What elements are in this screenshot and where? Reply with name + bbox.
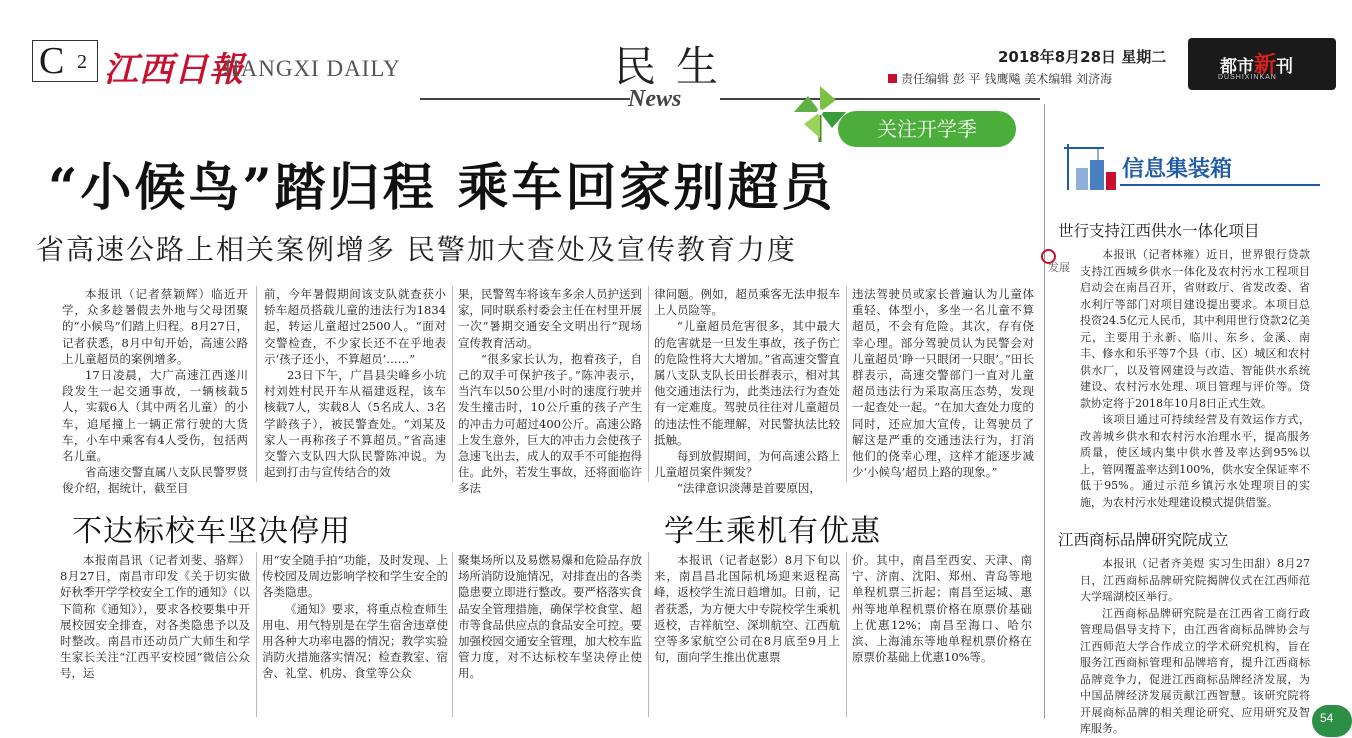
story-headline-school-bus: 不达标校车坚决停用 [72, 514, 351, 549]
sidebar-item1-body [1080, 247, 1310, 509]
lead-subhead: 省高速公路上相关案例增多 民警加大查处及宣传教育力度 [36, 233, 797, 266]
newspaper-logo: 江西日報 [104, 50, 244, 90]
paragraph: 价。其中，南昌至西安、天津、南宁、济南、沈阳、郑州、青岛等地单程机票三折起；南昌至运城、惠州等地单程机票价格在原票价基础上优惠12%；南昌至海口、哈尔滨、上海浦东等地单程机票价格在原票价基础上优惠10%等。 [852, 553, 1032, 665]
badge-text-1: 都市 [1220, 57, 1254, 77]
lead-column-1 [62, 286, 248, 496]
sidebar-item2-title: 江西商标品牌研究院成立 [1058, 531, 1229, 549]
paragraph: 17日凌晨，大广高速江西遂川段发生一起交通事故，一辆核载5人，实载6人（其中两名儿童）的小车，追尾撞上一辆正常行驶的大货车，小车中乘客有4人受伤，包括两名儿童。 [62, 368, 248, 464]
paragraph: 用“安全随手拍”功能，及时发现、上传校园及周边影响学校和学生安全的各类隐患。 [262, 553, 448, 600]
margin-note: 发展 [1048, 261, 1070, 274]
topic-kicker: 关注开学季 [838, 111, 1016, 147]
lead-headline: “小候鸟”踏归程 乘车回家别超员 [48, 158, 836, 218]
column-rule [648, 552, 649, 717]
lead-column-2 [264, 286, 446, 482]
paragraph: “法律意识淡薄是首要原因， [677, 481, 821, 496]
column-rule [452, 552, 453, 717]
paragraph: 律问题。例如，超员乘客无法申报车上人员险等。 [654, 287, 840, 318]
paragraph: 聚集场所以及易燃易爆和危险品存放场所消防设施情况，对排查出的各类隐患要立即进行整改。要严格落实食品安全管理措施，确保学校食堂、超市等食品供应点的食品安全可控。要加强校园交通安全管理，加大校车监管力度，对不达标校车坚决停止使用。 [458, 553, 642, 681]
section-title: 民生 [614, 42, 739, 91]
header-rule-left [420, 98, 630, 100]
section-subtitle: News [628, 86, 682, 112]
paragraph: 前，今年暑假期间该支队就查获小轿车超员搭载儿童的违法行为1834起，转运儿童超过2500人。“面对交警检查，不少家长还不在乎地表示‘孩子还小，不算超员’……” [264, 287, 446, 366]
column-rule [846, 552, 847, 717]
header-rule-right [720, 98, 1040, 100]
column-rule [648, 286, 649, 482]
paragraph: 该项目通过可持续经营及有效运作方式，改善城乡供水和农村污水治理水平，提高服务质量，使区域内集中供水普及率达到95%以上，管网覆盖率达到100%，供水安全保证率不低于95%。通过示范乡镇污水处理项目的实施，为农村污水处理建设模式提供借鉴。 [1080, 413, 1310, 509]
story2-column-1 [60, 552, 250, 717]
paragraph: 本报讯（记者蔡颖辉）临近开学，众多趁暑假去外地与父母团聚的“小候鸟”们踏上归程。8月27日，记者获悉，8月中旬开始，高速公路上儿童超员的案例增多。 [62, 287, 248, 366]
paragraph: 《通知》要求，将重点检查师生用电、用气特别是在学生宿舍违章使用各种大功率电器的情况；教学实验消防火措施落实情况；检查教室、宿舍、礼堂、机房、食堂等公众 [262, 601, 448, 681]
paragraph: 果，民警驾车将该车多余人员护送到家，同时联系村委会主任在村里开展一次“暑期交通安全文明出行”现场宣传教育活动。 [458, 287, 642, 350]
page-number: 2 [77, 51, 87, 73]
crane-icon [1060, 140, 1120, 196]
issue-date: 2018年8月28日 星期二 [998, 48, 1167, 66]
badge-subtitle: DUSHIXINKAN [1218, 74, 1277, 81]
story2-column-3 [458, 552, 642, 717]
newspaper-logo-en: JIANGXI DAILY [222, 56, 401, 81]
paragraph: 本报南昌讯（记者刘斐、骆辉）8月27日，南昌市印发《关于切实做好秋季开学学校安全工作的通知》（以下简称《通知》），要求各校要集中开展校园安全排查，对各类隐患予以及时整改。南昌市还动员广大师生和学生家长关注“江西平安校园”微信公众号，运 [60, 553, 250, 681]
page-letter: C [39, 40, 65, 82]
sidebar-item1-title: 世行支持江西供水一体化项目 [1058, 222, 1260, 240]
sidebar-banner-title: 信息集装箱 [1122, 157, 1233, 182]
page-number-box [32, 40, 98, 82]
supplement-badge [1188, 38, 1336, 90]
sidebar-divider [1044, 104, 1045, 719]
column-rule [452, 286, 453, 482]
paragraph: 省高速交警直属八支队民警罗贤俊介绍，据统计，截至目 [62, 465, 248, 496]
sidebar-banner-rule [1120, 184, 1320, 186]
paragraph: 23日下午，广昌县尖峰乡小坑村刘姓村民开车从福建返程，该车核载7人，实载8人（5名成人、3名学龄孩子），被民警查处。“刘某及家人一再称孩子不算超员。”省高速交警六支队四大队民警陈冲说。为起到打击与宣传结合的效 [264, 368, 446, 480]
lead-column-4 [654, 286, 840, 496]
sidebar-item2-body [1080, 556, 1310, 735]
story3-column-2 [852, 552, 1032, 717]
paragraph: 本报讯（记者林雍）近日，世界银行贷款支持江西城乡供水一体化及农村污水工程项目启动会在南昌召开，省财政厅、省发改委、省水利厅等部门对项目建设提出要求。本项目总投资24.5亿元人民币，其中利用世行贷款2亿美元，主要用于永新、临川、东乡、金溪、南丰、修水和乐平等7个县（市、区）城区和农村供水厂，以及管网建设与改造、智能供水系统建设、农村污水处理、项目管理与评价等。贷款协定将于2018年10月8日正式生效。 [1080, 248, 1310, 410]
square-icon [888, 74, 897, 83]
story3-column-1 [654, 552, 840, 717]
editors-line [888, 70, 1112, 87]
badge-text-3: 刊 [1276, 57, 1294, 77]
story2-column-2 [262, 552, 448, 717]
badge-text-2: 新 [1254, 53, 1277, 78]
paragraph: 本报讯（记者齐美煜 实习生田甜）8月27日，江西商标品牌研究院揭牌仪式在江西师范大学瑶湖校区举行。 [1080, 557, 1310, 603]
lead-column-3 [458, 286, 642, 496]
column-rule [846, 286, 847, 482]
column-rule [256, 552, 257, 717]
editors-text: 责任编辑 彭 平 钱鹰飚 美术编辑 刘济海 [901, 72, 1113, 86]
column-rule [256, 286, 257, 482]
paragraph: 每到放假期间，为何高速公路上儿童超员案件频发？ [654, 449, 840, 480]
story-headline-student-flights: 学生乘机有优惠 [664, 514, 881, 549]
paragraph: “儿童超员危害很多，其中最大的危害就是一旦发生事故，孩子伤亡的危险性将大大增加。”省高速交警直属八支队支队长田长群表示，相对其他交通违法行为，此类违法行为查处有一定难度。驾驶员往往对儿童超员的违法性不能理解，对民警执法比较抵触。 [654, 319, 840, 447]
page-corner-tab[interactable]: 54 [1312, 705, 1352, 737]
lead-column-5 [852, 286, 1034, 482]
sidebar-banner [1060, 140, 1260, 200]
paragraph: 本报讯（记者赵影）8月下旬以来，南昌昌北国际机场迎来返程高峰，返校学生流日趋增加。日前，记者获悉，为方便大中专院校学生乘机返校，吉祥航空、深圳航空、江西航空等多家航空公司在8月底至9月上旬，面向学生推出优惠票 [654, 553, 840, 665]
paragraph: “很多家长认为，抱着孩子，自己的双手可保护孩子。”陈冲表示，当汽车以50公里/小时的速度行驶并发生撞击时，10公斤重的孩子产生的冲击力可超过400公斤。高速公路上发生意外，巨大的冲击力会使孩子急速飞出去，成人的双手不可能抱得住。此外，若发生事故，还将面临许多法 [458, 351, 642, 496]
paragraph: 违法驾驶员或家长普遍认为儿童体重轻、体型小，多坐一名儿童不算超员，不会有危险。其次，存有侥幸心理。部分驾驶员认为民警会对儿童超员‘睁一只眼闭一只眼’。”田长群表示，高速交警部门一直对儿童超员违法行为采取高压态势，发现一起查处一起。“在加大查处力度的同时，还应加大宣传，让驾驶员了解这是严重的交通违法行为，打消他们的侥幸心理，这样才能逐步减少‘小候鸟’超员上路的现象。” [852, 287, 1034, 480]
paragraph: 江西商标品牌研究院是在江西省工商行政管理局倡导支持下，由江西省商标品牌协会与江西师范大学合作成立的学术研究机构，旨在服务江西商标管理和品牌培育，提升江西商标品牌竞争力，促进江西商标品牌经济发展，为中国品牌经济发展贡献江西智慧。该研究院将开展商标品牌的相关理论研究、应用研究及智库服务。 [1080, 606, 1310, 735]
